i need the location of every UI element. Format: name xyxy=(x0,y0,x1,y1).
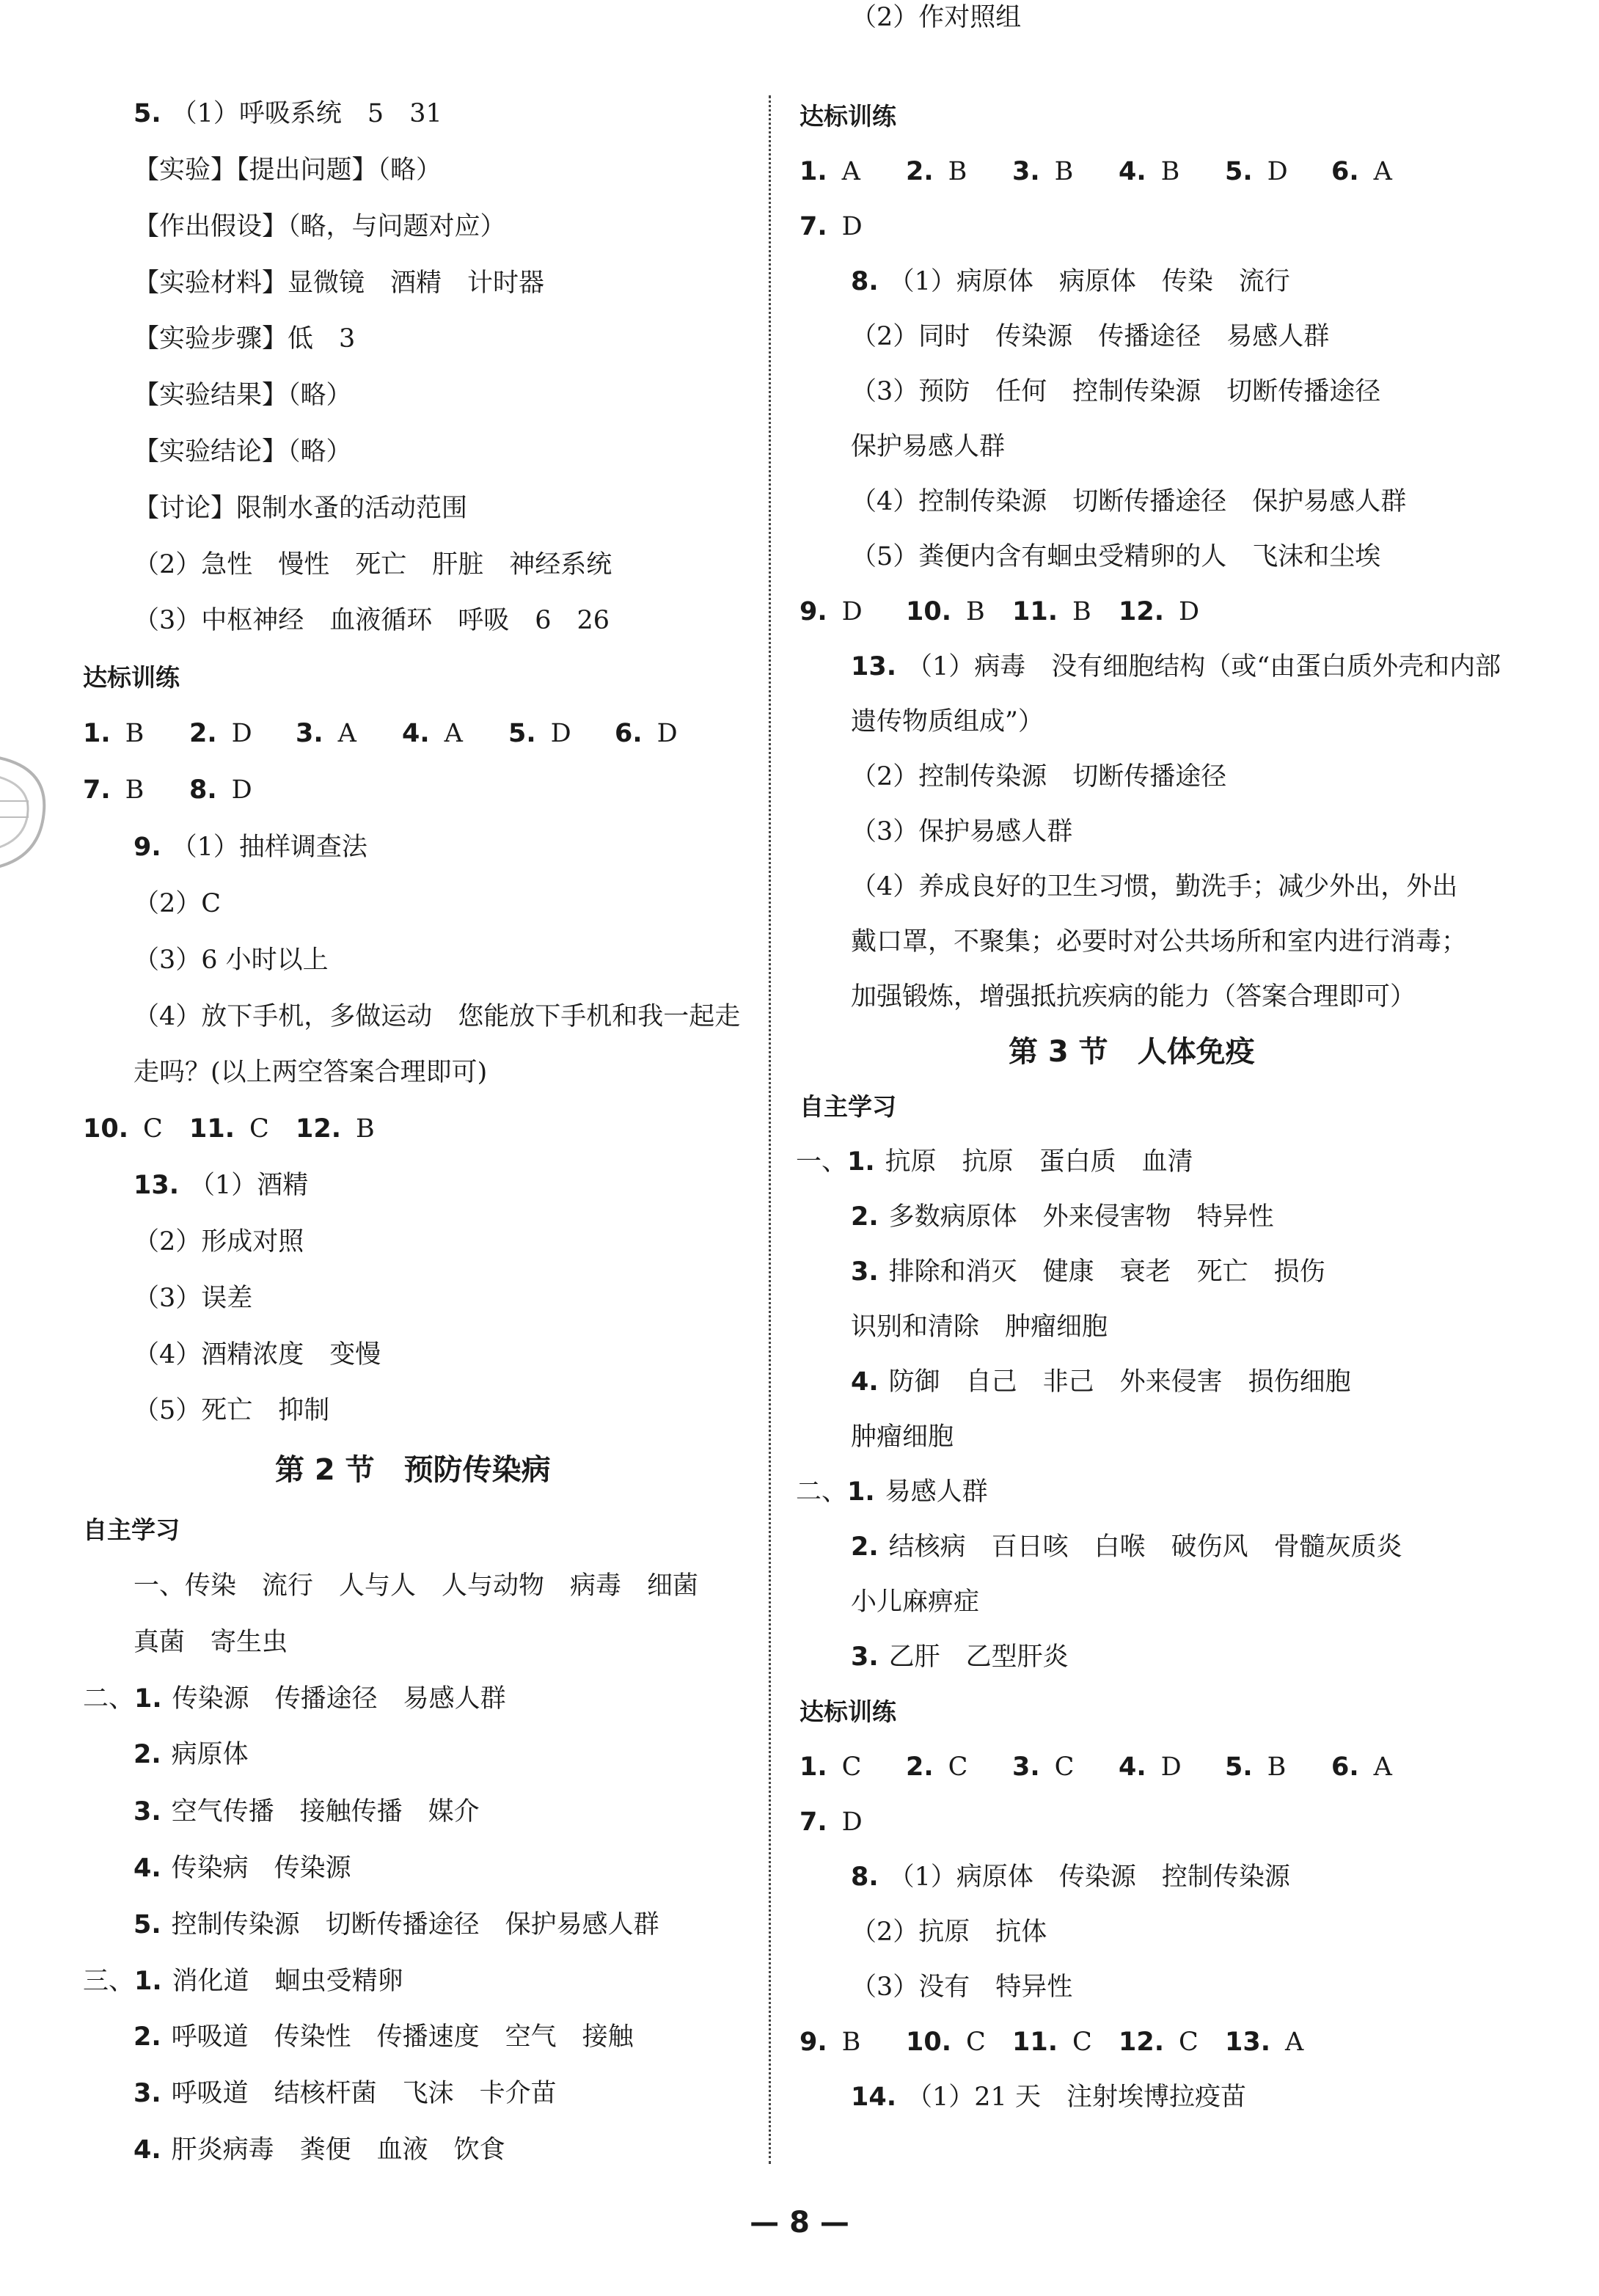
answer-item xyxy=(800,1805,863,1840)
answer-text: 走吗？(以上两空答案合理即可) xyxy=(133,1058,488,1087)
answer-text: （2）作对照组 xyxy=(851,3,1022,32)
answer-value: B xyxy=(1267,1752,1287,1782)
answer-item xyxy=(189,1111,269,1147)
question-number: 2. xyxy=(133,2022,161,2052)
question-number: 3. xyxy=(1012,1752,1040,1782)
answer-text: 【作出假设】（略，与问题对应） xyxy=(133,212,506,241)
answer-item xyxy=(906,1750,967,1785)
answer-line xyxy=(851,1254,1325,1290)
answer-item xyxy=(800,154,860,189)
answer-item xyxy=(800,594,863,629)
answer-line xyxy=(851,429,1005,464)
answer-line xyxy=(133,2076,557,2111)
section-heading: 达标训练 xyxy=(800,1697,896,1726)
question-number: 5. xyxy=(508,719,536,748)
answer-line xyxy=(133,830,367,865)
answer-text: 【实验结论】（略） xyxy=(133,437,352,467)
answer-value: C xyxy=(143,1114,163,1144)
question-number: 1. xyxy=(800,1752,827,1782)
answer-text: 保护易感人群 xyxy=(851,432,1006,461)
answer-line xyxy=(851,814,1072,849)
answer-line xyxy=(133,434,352,469)
answer-item xyxy=(906,594,985,629)
question-number: 9. xyxy=(800,597,827,626)
answer-line xyxy=(851,484,1406,519)
answer-line xyxy=(133,491,467,526)
question-number: 8. xyxy=(189,775,217,805)
answer-line xyxy=(796,1474,988,1510)
answer-line xyxy=(851,924,1467,959)
answer-value: B xyxy=(841,2028,861,2057)
answer-text: （1）病毒 没有细胞结构（或“由蛋白质外壳和内部 xyxy=(907,652,1501,681)
answer-text: （2）急性 慢性 死亡 肝脏 神经系统 xyxy=(133,550,612,580)
question-number: 5. xyxy=(1225,1752,1253,1782)
answer-item xyxy=(296,716,356,751)
answer-value: D xyxy=(841,597,863,626)
question-number: 4. xyxy=(402,719,430,748)
answer-line xyxy=(133,1568,698,1604)
answer-line xyxy=(133,1168,308,1203)
answer-item xyxy=(800,209,863,244)
answer-text: 呼吸道 结核杆菌 飞沫 卡介苗 xyxy=(171,2079,557,2108)
question-number: 8. xyxy=(851,267,879,296)
answer-line xyxy=(851,759,1226,794)
answer-text: 多数病原体 外来侵害物 特异性 xyxy=(888,1202,1274,1232)
answer-text: （4）养成良好的卫生习惯，勤洗手；减少外出，外出 xyxy=(851,872,1458,902)
answer-line xyxy=(133,886,221,921)
question-number: 7. xyxy=(83,775,111,805)
answer-line xyxy=(133,1851,351,1886)
answer-line xyxy=(851,319,1329,354)
answer-text: 控制传染源 切断传播途径 保护易感人群 xyxy=(171,1910,659,1939)
answer-line xyxy=(851,1860,1290,1895)
question-number: 10. xyxy=(83,1114,129,1144)
answer-line xyxy=(133,96,442,131)
answer-item xyxy=(1119,2025,1199,2060)
question-number: 3. xyxy=(296,719,323,748)
answer-line xyxy=(133,1737,249,1772)
answer-text: 遗传物质组成”） xyxy=(851,707,1044,736)
question-number: 12. xyxy=(296,1114,342,1144)
answer-text: 识别和清除 肿瘤细胞 xyxy=(851,1312,1108,1342)
answer-line xyxy=(133,1393,329,1428)
answer-line xyxy=(133,1794,480,1829)
part-prefix: 二、 xyxy=(83,1684,135,1714)
answer-value: D xyxy=(656,719,678,748)
answer-line xyxy=(133,378,352,413)
answer-text: 排除和消灭 健康 衰老 死亡 损伤 xyxy=(888,1257,1325,1287)
section-heading: 达标训练 xyxy=(83,663,180,692)
answer-text: （2）控制传染源 切断传播途径 xyxy=(851,762,1227,791)
answer-text: （1）抽样调查法 xyxy=(171,833,367,862)
answer-text: 肿瘤细胞 xyxy=(851,1422,954,1452)
question-number: 5. xyxy=(133,99,161,128)
stamp-mark xyxy=(0,741,59,880)
answer-text: （5）死亡 抑制 xyxy=(133,1396,330,1425)
question-number: 2. xyxy=(906,157,934,186)
answer-value: B xyxy=(948,157,967,186)
question-number: 1. xyxy=(134,1684,162,1714)
question-number: 13. xyxy=(133,1171,180,1200)
answer-line xyxy=(851,374,1380,409)
answer-text: 病原体 xyxy=(171,1740,249,1769)
answer-item xyxy=(1119,594,1199,629)
answer-text: 一、传染 流行 人与人 人与动物 病毒 细菌 xyxy=(133,1571,699,1601)
answer-item xyxy=(189,772,252,808)
answer-text: 易感人群 xyxy=(885,1477,988,1507)
question-number: 3. xyxy=(851,1642,879,1672)
answer-line xyxy=(133,999,740,1034)
answer-text: 加强锻炼，增强抵抗疾病的能力（答案合理即可） xyxy=(851,982,1416,1012)
answer-value: B xyxy=(966,597,985,626)
answer-line xyxy=(851,1584,979,1620)
answer-text: 呼吸道 传染性 传播速度 空气 接触 xyxy=(171,2022,634,2052)
answer-text: 【实验】【提出问题】（略） xyxy=(133,156,442,185)
answer-value: D xyxy=(231,719,252,748)
part-prefix: 三、 xyxy=(83,1967,135,1996)
answer-text: （1）酒精 xyxy=(189,1171,309,1200)
answer-text: 传染源 传播途径 易感人群 xyxy=(172,1684,506,1714)
answer-value: C xyxy=(841,1752,862,1782)
question-number: 4. xyxy=(1119,1752,1146,1782)
answer-text: 小儿麻痹症 xyxy=(851,1587,980,1617)
answer-item xyxy=(83,716,144,751)
answer-line xyxy=(133,1224,304,1259)
answer-text: 抗原 抗原 蛋白质 血清 xyxy=(885,1147,1193,1177)
answer-item xyxy=(800,1750,861,1785)
question-number: 1. xyxy=(847,1477,875,1507)
answer-text: 【实验结果】（略） xyxy=(133,381,352,410)
answer-value: B xyxy=(1054,157,1074,186)
question-number: 2. xyxy=(133,1740,161,1769)
question-number: 6. xyxy=(615,719,643,748)
answer-line xyxy=(133,2132,505,2168)
answer-value: B xyxy=(356,1114,375,1144)
answer-line xyxy=(851,869,1457,904)
answer-text: （4）放下手机，多做运动 您能放下手机和我一起走 xyxy=(133,1002,741,1031)
answer-text: 肝炎病毒 粪便 血液 饮食 xyxy=(171,2135,505,2165)
answer-item xyxy=(1225,154,1288,189)
page-number: — 8 — xyxy=(750,2206,849,2240)
answer-value: B xyxy=(125,719,144,748)
answer-line xyxy=(133,1907,659,1942)
answer-line xyxy=(851,979,1416,1014)
question-number: 1. xyxy=(134,1967,162,1996)
question-number: 11. xyxy=(189,1114,235,1144)
question-number: 13. xyxy=(1225,2028,1271,2057)
answer-line xyxy=(851,1639,1069,1675)
question-number: 12. xyxy=(1119,2028,1165,2057)
answer-value: D xyxy=(841,212,863,241)
question-number: 3. xyxy=(133,1797,161,1827)
question-number: 2. xyxy=(189,719,217,748)
question-number: 2. xyxy=(851,1532,879,1562)
answer-line xyxy=(796,1144,1193,1180)
answer-value: B xyxy=(1072,597,1091,626)
answer-item xyxy=(402,716,463,751)
answer-value: B xyxy=(1160,157,1180,186)
answer-line xyxy=(133,321,355,357)
question-number: 1. xyxy=(83,719,111,748)
answer-text: 防御 自己 非己 外来侵害 损伤细胞 xyxy=(888,1367,1351,1397)
question-number: 7. xyxy=(800,1807,827,1837)
question-number: 14. xyxy=(851,2083,897,2112)
answer-text: （2）C xyxy=(133,889,222,918)
answer-line xyxy=(83,1964,403,1999)
question-number: 5. xyxy=(133,1910,161,1939)
answer-line xyxy=(851,1419,954,1455)
answer-line xyxy=(83,1681,506,1716)
answer-line xyxy=(133,1281,252,1316)
answer-text: 【实验步骤】低 3 xyxy=(133,324,356,354)
answer-item xyxy=(1012,2025,1092,2060)
answer-item xyxy=(1119,1750,1182,1785)
answer-item xyxy=(800,2025,860,2060)
answer-value: D xyxy=(550,719,571,748)
answer-value: C xyxy=(249,1114,269,1144)
answer-value: C xyxy=(1179,2028,1199,2057)
question-number: 7. xyxy=(800,212,827,241)
question-number: 4. xyxy=(1119,157,1146,186)
answer-item xyxy=(1012,1750,1074,1785)
question-number: 4. xyxy=(133,1854,161,1883)
answer-item xyxy=(1012,594,1091,629)
answer-text: （1）呼吸系统 5 31 xyxy=(171,99,442,128)
answer-line xyxy=(133,603,610,638)
answer-value: A xyxy=(444,719,463,748)
answer-text: 【实验材料】显微镜 酒精 计时器 xyxy=(133,268,545,298)
question-number: 5. xyxy=(1225,157,1253,186)
answer-item xyxy=(1225,1750,1286,1785)
answer-text: 真菌 寄生虫 xyxy=(133,1628,288,1657)
answer-item xyxy=(1331,154,1392,189)
answer-line xyxy=(851,1309,1108,1345)
answer-line xyxy=(851,1364,1351,1400)
question-number: 9. xyxy=(133,833,161,862)
question-number: 2. xyxy=(851,1202,879,1232)
answer-item xyxy=(83,772,144,808)
question-number: 11. xyxy=(1012,597,1058,626)
answer-line xyxy=(133,209,506,244)
section-title: 第 2 节 预防传染病 xyxy=(275,1453,551,1487)
question-number: 9. xyxy=(800,2028,827,2057)
question-number: 8. xyxy=(851,1862,879,1892)
answer-text: （5）粪便内含有蛔虫受精卵的人 飞沫和尘埃 xyxy=(851,542,1381,571)
answer-line xyxy=(133,1625,288,1660)
part-prefix: 二、 xyxy=(796,1477,848,1507)
question-number: 4. xyxy=(851,1367,879,1397)
answer-line xyxy=(851,1199,1274,1235)
answer-text: （2）同时 传染源 传播途径 易感人群 xyxy=(851,322,1330,351)
answer-text: （4）酒精浓度 变慢 xyxy=(133,1340,381,1370)
answer-line xyxy=(851,0,1021,35)
question-number: 6. xyxy=(1331,157,1359,186)
answer-item xyxy=(189,716,252,751)
answer-line xyxy=(133,1337,381,1372)
answer-text: 结核病 百日咳 白喉 破伤风 骨髓灰质炎 xyxy=(888,1532,1402,1562)
answer-item xyxy=(83,1111,163,1147)
answer-value: A xyxy=(337,719,356,748)
section-heading: 自主学习 xyxy=(83,1516,180,1544)
answer-line xyxy=(133,266,544,301)
question-number: 13. xyxy=(851,652,897,681)
answer-text: （2）形成对照 xyxy=(133,1227,304,1257)
section-heading: 自主学习 xyxy=(800,1092,896,1121)
question-number: 11. xyxy=(1012,2028,1058,2057)
answer-text: 乙肝 乙型肝炎 xyxy=(888,1642,1069,1672)
answer-line xyxy=(851,1970,1072,2005)
answer-text: （3）6 小时以上 xyxy=(133,946,329,975)
answer-line xyxy=(851,1529,1402,1565)
answer-text: （3）中枢神经 血液循环 呼吸 6 26 xyxy=(133,606,610,635)
answer-text: 【讨论】限制水蚤的活动范围 xyxy=(133,494,468,523)
answer-value: C xyxy=(1054,1752,1075,1782)
answer-line xyxy=(133,2019,634,2055)
part-prefix: 一、 xyxy=(796,1147,848,1177)
answer-line xyxy=(133,943,329,978)
answer-item xyxy=(296,1111,375,1147)
answer-text: 传染病 传染源 xyxy=(171,1854,351,1883)
answer-line xyxy=(851,2080,1246,2115)
question-number: 3. xyxy=(1012,157,1040,186)
answer-line xyxy=(133,1055,487,1090)
answer-value: D xyxy=(231,775,252,805)
answer-value: D xyxy=(1267,157,1288,186)
answer-item xyxy=(1119,154,1179,189)
answer-text: （3）误差 xyxy=(133,1284,253,1313)
answer-value: D xyxy=(1179,597,1200,626)
question-number: 6. xyxy=(1331,1752,1359,1782)
answer-item xyxy=(508,716,571,751)
answer-item xyxy=(906,154,967,189)
answer-value: A xyxy=(1285,2028,1304,2057)
question-number: 3. xyxy=(851,1257,879,1287)
answer-item xyxy=(1225,2025,1303,2060)
question-number: 1. xyxy=(800,157,827,186)
answer-value: A xyxy=(1373,1752,1392,1782)
answer-line xyxy=(851,1915,1047,1950)
column-divider xyxy=(769,95,771,2164)
section-title: 第 3 节 人体免疫 xyxy=(1009,1035,1255,1069)
answer-text: （3）没有 特异性 xyxy=(851,1973,1073,2002)
answer-value: C xyxy=(966,2028,986,2057)
answer-value: A xyxy=(1373,157,1392,186)
question-number: 2. xyxy=(906,1752,934,1782)
answer-value: B xyxy=(125,775,144,805)
question-number: 4. xyxy=(133,2135,161,2165)
answer-value: A xyxy=(841,157,860,186)
answer-line xyxy=(133,153,442,188)
question-number: 10. xyxy=(906,597,952,626)
section-heading: 达标训练 xyxy=(800,102,896,131)
answer-text: （3）保护易感人群 xyxy=(851,817,1073,847)
question-number: 1. xyxy=(847,1147,875,1177)
answer-value: C xyxy=(1072,2028,1092,2057)
answer-item xyxy=(906,2025,986,2060)
question-number: 3. xyxy=(133,2079,161,2108)
answer-text: （1）病原体 病原体 传染 流行 xyxy=(888,267,1290,296)
answer-value: C xyxy=(948,1752,968,1782)
answer-line xyxy=(133,547,612,582)
answer-value: D xyxy=(1160,1752,1182,1782)
answer-text: 戴口罩，不聚集；必要时对公共场所和室内进行消毒； xyxy=(851,927,1468,957)
answer-text: （1）21 天 注射埃博拉疫苗 xyxy=(907,2083,1246,2112)
answer-item xyxy=(1331,1750,1392,1785)
answer-value: D xyxy=(841,1807,863,1837)
answer-text: 消化道 蛔虫受精卵 xyxy=(172,1967,403,1996)
answer-line xyxy=(851,704,1044,739)
answer-text: （1）病原体 传染源 控制传染源 xyxy=(888,1862,1290,1892)
answer-text: （2）抗原 抗体 xyxy=(851,1917,1047,1947)
answer-text: （4）控制传染源 切断传播途径 保护易感人群 xyxy=(851,487,1407,516)
answer-item xyxy=(615,716,678,751)
question-number: 12. xyxy=(1119,597,1165,626)
answer-text: 空气传播 接触传播 媒介 xyxy=(171,1797,480,1827)
answer-line xyxy=(851,649,1501,684)
answer-line xyxy=(851,539,1380,574)
answer-text: （3）预防 任何 控制传染源 切断传播途径 xyxy=(851,377,1381,406)
question-number: 10. xyxy=(906,2028,952,2057)
answer-item xyxy=(1012,154,1073,189)
answer-line xyxy=(851,264,1290,299)
